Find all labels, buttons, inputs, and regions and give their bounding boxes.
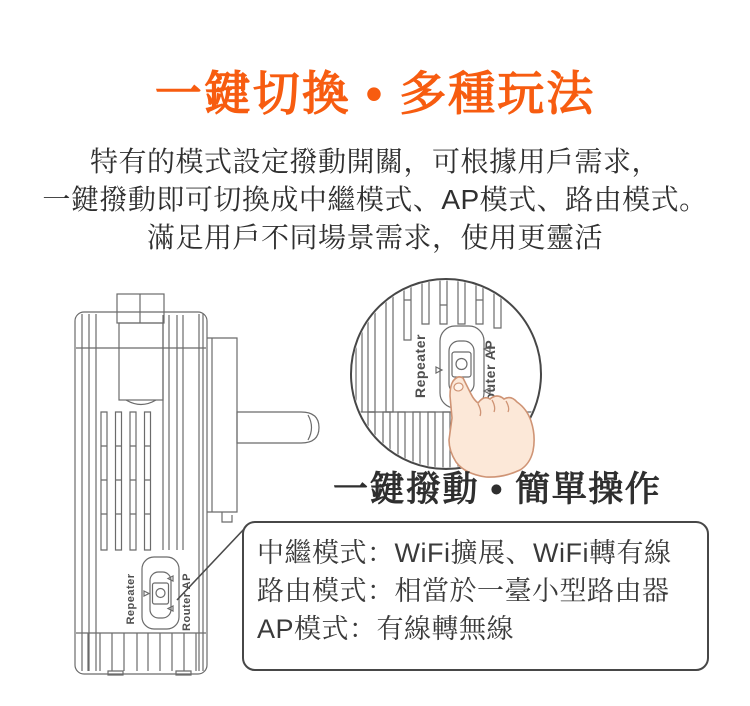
section-subtitle: 一鍵撥動 • 簡單操作 <box>333 470 662 509</box>
modes-box-line: AP模式：有線轉無線 <box>257 614 515 644</box>
device-vent-slats <box>101 412 151 550</box>
intro-line: 一鍵撥動即可切換成中繼模式、AP模式、路由模式。 <box>42 184 708 215</box>
switch-label-router-ap: Router AP <box>181 573 193 631</box>
switch-label-repeater: Repeater <box>125 573 137 625</box>
intro-line: 特有的模式設定撥動開關，可根據用戶需求， <box>89 146 660 177</box>
device-antenna <box>117 294 164 405</box>
circle-switch-label-repeater: Repeater <box>412 334 428 398</box>
page-title: 一鍵切換 • 多種玩法 <box>154 67 596 120</box>
callout-leader-line <box>177 528 245 600</box>
intro-line: 滿足用戶不同場景需求，使用更靈活 <box>146 222 603 253</box>
zoom-circle-callout <box>351 271 541 477</box>
circle-switch-label-router-ap: Router AP <box>482 339 498 413</box>
modes-box-line: 中繼模式：WiFi擴展、WiFi轉有線 <box>257 538 672 568</box>
modes-box-line: 路由模式：相當於一臺小型路由器 <box>257 576 670 606</box>
modes-box <box>242 521 709 671</box>
device-mode-switch <box>142 557 179 629</box>
device-plug <box>207 338 319 522</box>
